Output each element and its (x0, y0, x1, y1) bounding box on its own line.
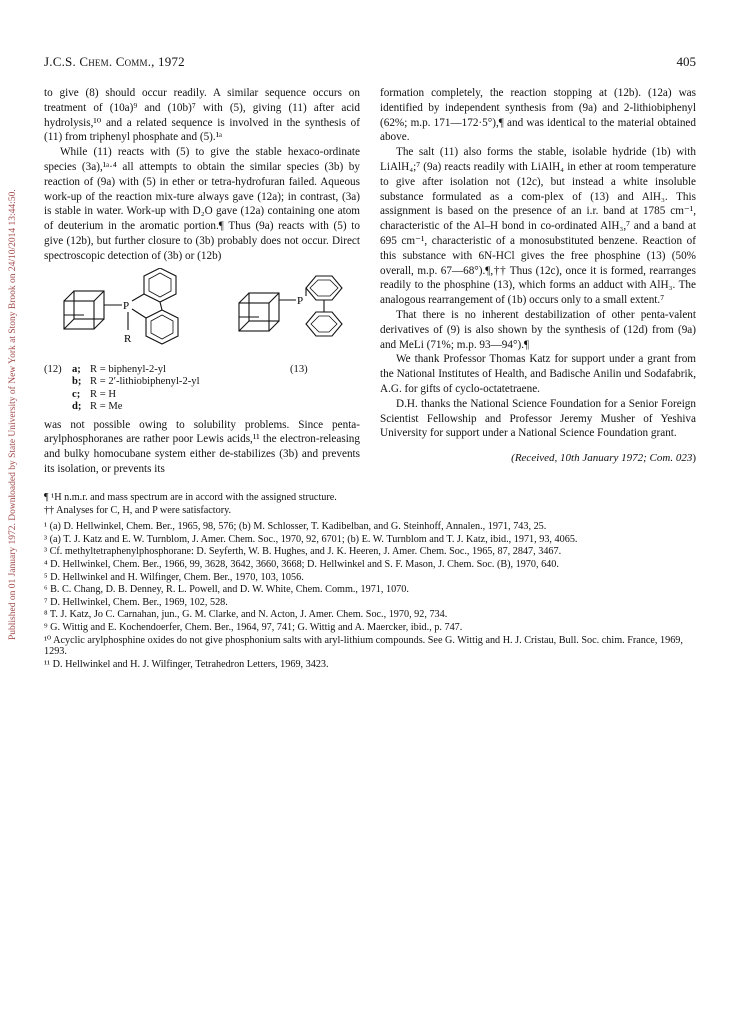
reference-4: ⁴ D. Hellwinkel, Chem. Ber., 1966, 99, 3628, 3642, 3660, 3668; D. Hellwinkel and S. F. Mason, J. Chem. Soc. (B), 1970, 640. (44, 558, 559, 570)
received-close: ) (692, 452, 696, 465)
right-paragraph-3: That there is no inherent destabilization of other penta-valent derivatives of (9) is also shown by the synthesis of (12d) from (9a) and MeLi (71%; m.p. 93—94°).¶ (380, 308, 696, 351)
legend-text-d: R = Me (90, 401, 123, 413)
journal-title: J.C.S. Chem. Comm., 1972 (44, 54, 185, 69)
atom-r-12: R (124, 332, 132, 345)
reference-10: ¹⁰ Acyclic arylphosphine oxides do not give phosphonium salts with aryl-lithium compounds. See G. Wittig and H. J. Cristau, Bull. Soc. chim. France, 1969, 1293. (44, 634, 683, 658)
legend-key-c: c; (72, 388, 81, 400)
legend-key-a: a; (72, 363, 81, 375)
legend-row-c (72, 389, 200, 402)
legend-key-b: b; (72, 376, 82, 388)
reference-8: ⁸ T. J. Katz, Jo C. Carnahan, jun., G. M. Clarke, and N. Acton, J. Amer. Chem. Soc., 1970, 92, 734. (44, 609, 448, 621)
right-paragraph-4: We thank Professor Thomas Katz for support under a grant from the National Institutes of Health, and Badische Anilin und Sodafabrik, A.G. for gifts of cyclo-octatetraene. (380, 353, 696, 395)
right-paragraph-1: formation completely, the reaction stopping at (12b). (12a) was identified by independent synthesis from (9a) and 2-lithiobiphenyl (62%; m.p. 171—172·5°),¶ and was identical to the material obtained above. (380, 87, 696, 144)
reference-2: ³ (a) T. J. Katz and E. W. Turnblom, J. Amer. Chem. Soc., 1970, 92, 6701; (b) E. W. Turnblom and T. J. Katz, ibid., 1971, 93, 4065. (44, 533, 578, 545)
legend-text-b: R = 2′-lithiobiphenyl-2-yl (90, 376, 200, 388)
footnotes (44, 492, 696, 671)
compound-label-12: (12) (44, 363, 62, 375)
page-header (44, 54, 696, 72)
legend-text-a: R = biphenyl-2-yl (90, 363, 167, 375)
right-paragraph-2: The salt (11) also forms the stable, isolable hydride (1b) with LiAlH₄;⁷ (9a) reacts readily with LiAlH₄ in ether at room temperature to give after isolation not (12c), but instead a white insoluble substance formulated as a com-plex of (13) and AlH₃. This assignment is based on the presence of an i.r. band at 1785 cm⁻¹, characteristic of the Al–H bond in co-ordinated AlH₃,⁷ and a band at 695 cm⁻¹, characteristic of a monosubstituted benzene. Reaction of this substance with 6N-HCl gives the free phosphine (13) (50% overall, m.p. 67—68°).¶,†† Thus (12c), once it is formed, rearranges readily to the phosphine (13), which forms an adduct with AlH₃. The analogous rearrangement of (1b) occurs only to a small extent.⁷ (380, 146, 696, 307)
atom-p-13: P (297, 294, 304, 307)
left-paragraph-2: While (11) reacts with (5) to give the stable hexaco-ordinate species (3a),¹ᵃ·⁴ all attempts to obtain the similar species (3b) by reaction of (9a) with (5) in ether or tetra-hydrofuran failed. Aqueous work-up of the reaction mix-ture always gave (12a); in contrast, (3a) is stable in water. Work-up with D₂O gave (12a) containing one atom of deuterium in the aromatic portion.¶ Thus (9a) reacts with (5) to give (12b), but further closure to (3b) probably does not occur. Direct spectroscopic detection of (3b) or (12b) (44, 146, 360, 262)
footnote-dagger: †† Analyses for C, H, and P were satisfactory. (44, 504, 232, 516)
reference-7: ⁷ D. Hellwinkel, Chem. Ber., 1969, 102, 528. (44, 596, 228, 608)
structure-figure (44, 268, 360, 362)
reference-6: ⁶ B. C. Chang, D. B. Denney, R. L. Powell, and D. W. White, Chem. Comm., 1971, 1070. (44, 584, 409, 596)
legend-key-d: d; (72, 401, 82, 413)
compound-label-13: (13) (290, 363, 308, 375)
atom-p-12: P (123, 299, 130, 312)
reference-3: ³ Cf. methyltetraphenylphosphorane: D. Seyferth, W. B. Hughes, and J. K. Heeren, J. Amer. Chem. Soc., 1965, 87, 2847, 3467. (44, 546, 562, 558)
figure-legend (44, 364, 360, 418)
legend-row-d (72, 401, 200, 414)
left-paragraph-3: was not possible owing to solubility problems. Since penta-arylphosphoranes are rather poor Lewis acids,¹¹ the electron-releasing and bulky homocubane system either de-stabilizes (3b) and prevents its isolation, or prevents its (44, 418, 360, 475)
right-paragraph-5: D.H. thanks the National Science Foundation for a Senior Foreign Scientist Fellowship and Professor Jeremy Musher of Yeshiva University for support under a National Science Foundation grant. (380, 397, 696, 440)
legend-row-b (72, 376, 200, 389)
left-column (44, 86, 360, 477)
legend-rows (72, 364, 200, 414)
left-paragraph-1: to give (8) should occur readily. A similar sequence occurs on treatment of (10a)⁹ and (10b)⁷ with (5), giving (11) after acid hydrolysis,¹⁰ and a related sequence is involved in the synthesis of (11) from triphenyl phosphate and (5).¹ᵃ (44, 87, 360, 144)
reference-1: ¹ (a) D. Hellwinkel, Chem. Ber., 1965, 98, 576; (b) M. Schlosser, T. Kadibelban, and G. Steinhoff, Annalen., 1971, 743, 25. (44, 521, 547, 533)
reference-5: ⁵ D. Hellwinkel and H. Wilfinger, Chem. Ber., 1970, 103, 1056. (44, 571, 304, 583)
reference-11: ¹¹ D. Hellwinkel and H. J. Wilfinger, Tetrahedron Letters, 1969, 3423. (44, 658, 329, 670)
legend-text-c: R = H (90, 388, 116, 400)
received-date: (Received, 10th January 1972; (511, 452, 647, 465)
footnote-para: ¶ ¹H n.m.r. and mass spectrum are in accord with the assigned structure. (44, 492, 337, 503)
legend-row-a (72, 364, 200, 377)
received-line (380, 451, 696, 466)
download-watermark (8, 120, 24, 640)
page-number: 405 (676, 54, 696, 69)
communication-number: Com. 023 (646, 452, 693, 465)
right-column (380, 86, 696, 466)
reference-9: ⁹ G. Wittig and E. Kochendoerfer, Chem. Ber., 1964, 97, 741; G. Wittig and A. Maercker, ibid., p. 747. (44, 621, 463, 633)
structure-drawing (44, 268, 360, 362)
download-watermark-text: Published on 01 January 1972. Downloaded by State University of New York at Stony Brook on 24/10/2014 13:44:50. (8, 189, 18, 640)
